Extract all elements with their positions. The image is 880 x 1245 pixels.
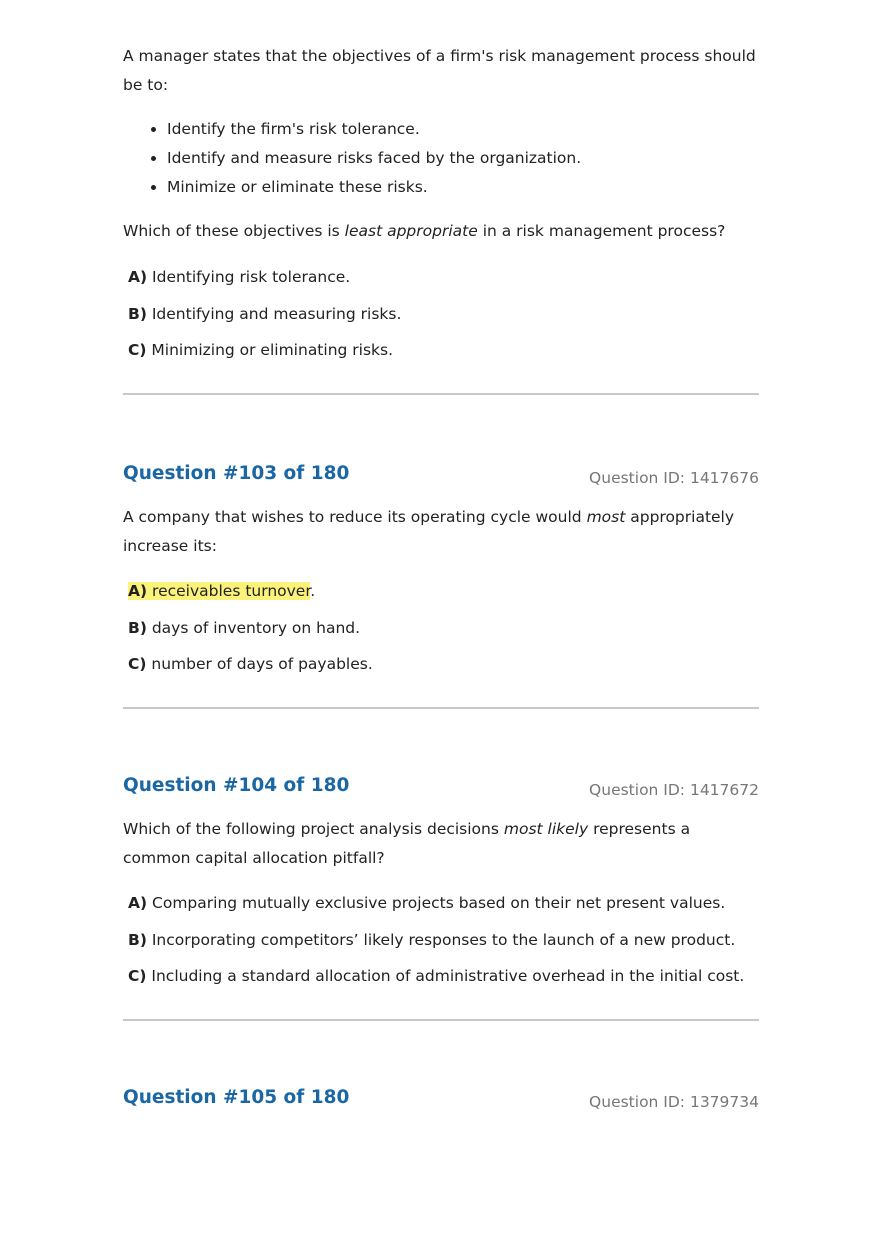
option-letter: C): [128, 341, 147, 359]
divider: [123, 393, 759, 395]
question-103-block: [123, 459, 759, 675]
option-text: days of inventory on hand.: [151, 618, 361, 637]
list-item: • Identify and measure risks faced by the organization.: [167, 144, 759, 173]
question-id: Question ID: 1379734: [589, 1093, 759, 1111]
answer-option-c[interactable]: [123, 653, 759, 675]
list-item: • Identify the firm's risk tolerance.: [167, 115, 759, 144]
answer-option-b[interactable]: [123, 929, 759, 951]
stem-text: A company that wishes to reduce its operating cycle would: [123, 508, 587, 526]
answer-option-a[interactable]: [123, 266, 759, 288]
divider: [123, 707, 759, 709]
option-suffix: .: [310, 582, 316, 600]
stem-emphasis: most likely: [503, 820, 589, 838]
option-text: Comparing mutually exclusive projects based on their net present values.: [152, 894, 726, 912]
question-104-block: [123, 771, 759, 987]
stem-text: Which of the following project analysis decisions: [123, 820, 504, 838]
question-prompt: [123, 217, 759, 246]
option-text: Identifying and measuring risks.: [151, 304, 402, 323]
question-header: [123, 771, 759, 801]
answer-options: [123, 892, 759, 987]
highlighted-answer: [128, 582, 310, 600]
list-item: • Minimize or eliminate these risks.: [167, 173, 759, 202]
option-letter: A): [128, 894, 148, 912]
option-letter: C): [128, 967, 147, 985]
option-letter: B): [128, 304, 147, 323]
option-letter: A): [128, 268, 148, 286]
option-text: Including a standard allocation of administrative overhead in the initial cost.: [151, 967, 745, 985]
stem-emphasis: most: [586, 508, 626, 526]
objective-list: [123, 115, 759, 202]
option-letter: B): [128, 618, 147, 637]
question-stem: [123, 815, 759, 873]
answer-options: [123, 580, 759, 675]
question-id: Question ID: 1417676: [589, 469, 759, 487]
question-title: Question #104 of 180: [123, 775, 350, 796]
option-letter: B): [128, 930, 147, 949]
question-header: [123, 459, 759, 489]
option-text: Incorporating competitors’ likely responses to the launch of a new product.: [151, 930, 736, 949]
question-id: Question ID: 1417672: [589, 781, 759, 799]
prompt-text: in a risk management process?: [477, 222, 726, 240]
option-text: receivables turnover: [152, 582, 311, 600]
answer-option-b[interactable]: [123, 617, 759, 639]
question-header: [123, 1083, 759, 1113]
question-title: Question #105 of 180: [123, 1087, 350, 1108]
stem-text: A manager states that the objectives of a firm's risk management process should be to:: [123, 47, 756, 94]
stem-text: represents a common capital allocation pitfall?: [123, 820, 691, 867]
prompt-text: Which of these objectives is: [123, 222, 345, 240]
prompt-emphasis: least appropriate: [344, 222, 478, 240]
answer-option-c[interactable]: [123, 965, 759, 987]
option-letter: A): [128, 582, 148, 600]
question-stem: [123, 42, 759, 100]
option-text: Minimizing or eliminating risks.: [151, 341, 394, 359]
answer-option-a[interactable]: [123, 580, 759, 602]
stem-text: appropriately increase its:: [123, 508, 735, 555]
answer-option-a[interactable]: [123, 892, 759, 914]
question-title: Question #103 of 180: [123, 463, 350, 484]
option-text: number of days of payables.: [151, 655, 373, 673]
option-letter: C): [128, 655, 147, 673]
answer-option-c[interactable]: [123, 339, 759, 361]
question-102-block: [123, 42, 759, 361]
divider: [123, 1019, 759, 1021]
option-text: Identifying risk tolerance.: [152, 268, 351, 286]
answer-options: [123, 266, 759, 361]
question-105-block: [123, 1083, 759, 1113]
question-stem: [123, 503, 759, 561]
answer-option-b[interactable]: [123, 303, 759, 325]
question-content: [123, 42, 759, 1113]
